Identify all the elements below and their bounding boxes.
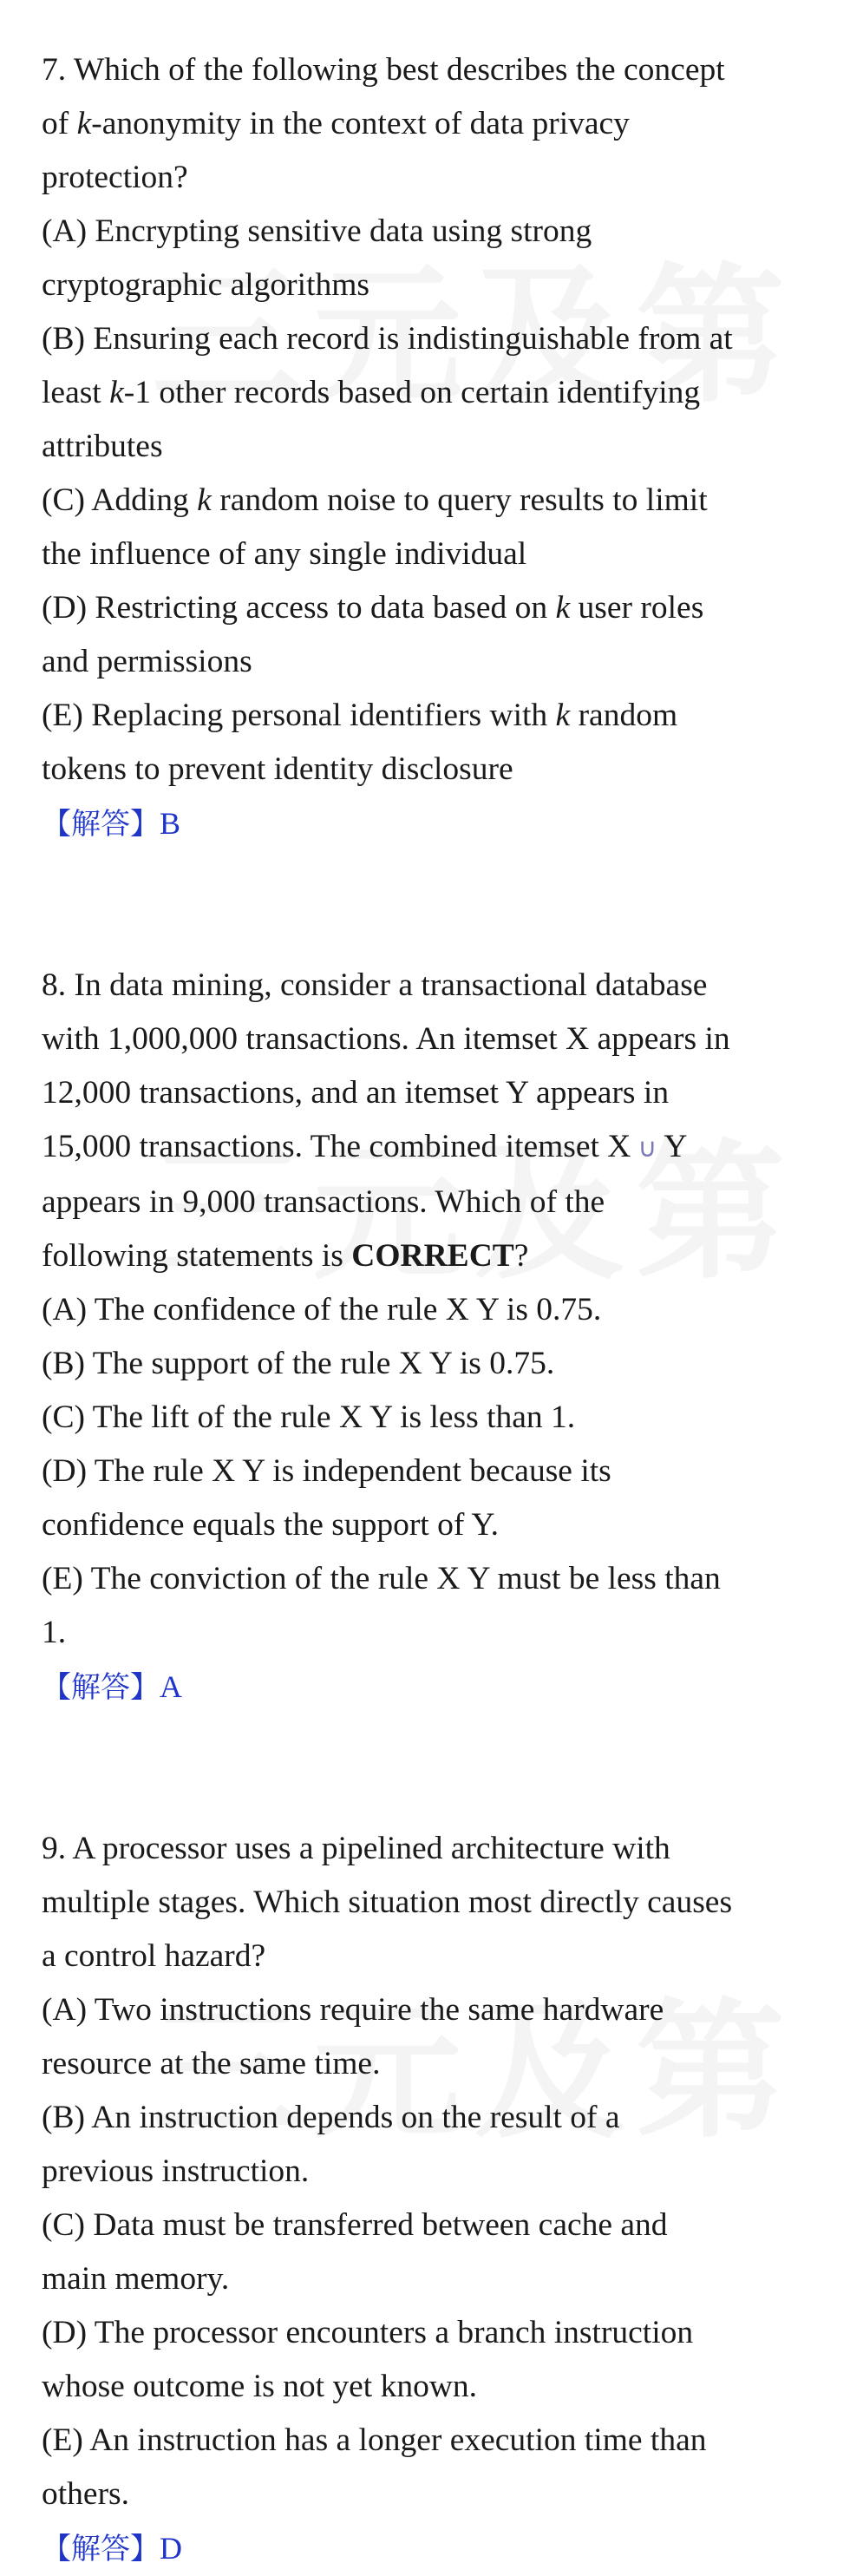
q8-option-e-line-1: (E) The conviction of the rule X Y must be less than xyxy=(42,1561,721,1596)
q9-option-d-line-1: (D) The processor encounters a branch instruction xyxy=(42,2315,694,2350)
q8-option-e-line-2: 1. xyxy=(42,1615,67,1650)
q8-stem-line-3: 12,000 transactions, and an itemset Y appears in xyxy=(42,1075,670,1111)
q8-answer-value: A xyxy=(160,1669,182,1704)
q8-stem-line-4: 15,000 transactions. The combined itemset X ∪ Y xyxy=(42,1129,688,1164)
q7-option-a-line-1: (A) Encrypting sensitive data using strong xyxy=(42,213,592,249)
q8-option-b: (B) The support of the rule X Y is 0.75. xyxy=(42,1346,555,1381)
q7-k-italic: k xyxy=(76,106,92,141)
q8-stem-line-1: 8. In data mining, consider a transactional database xyxy=(42,967,708,1003)
q7-stem-line-3: protection? xyxy=(42,160,188,195)
q9-option-a-line-1: (A) Two instructions require the same hardware xyxy=(42,1992,664,2028)
q9-stem-line-1: 9. A processor uses a pipelined architecture with xyxy=(42,1831,670,1866)
q8-stem-line-6: following statements is CORRECT? xyxy=(42,1238,529,1274)
q7-option-b-line-1: (B) Ensuring each record is indistinguishable from at xyxy=(42,321,733,357)
q7-answer xyxy=(42,796,815,851)
q9-option-b-line-1: (B) An instruction depends on the result of a xyxy=(42,2100,620,2135)
q8-stem-line-2: with 1,000,000 transactions. An itemset X appears in xyxy=(42,1021,730,1057)
q7-option-e-line-1: (E) Replacing personal identifiers with k random xyxy=(42,698,678,733)
q7-option-e-line-2: tokens to prevent identity disclosure xyxy=(42,751,513,787)
q8-answer-label: 【解答】 xyxy=(42,1670,160,1705)
question-8 xyxy=(42,959,815,1714)
q7-option-d-line-1: (D) Restricting access to data based on k user roles xyxy=(42,590,704,626)
q9-stem-line-2: multiple stages. Which situation most directly causes xyxy=(42,1884,733,1920)
q9-option-e-line-1: (E) An instruction has a longer execution time than xyxy=(42,2422,707,2458)
q7-answer-label: 【解答】 xyxy=(42,807,160,842)
q9-stem-line-3: a control hazard? xyxy=(42,1938,266,1974)
q7-option-b-line-2: least k-1 other records based on certain identifying xyxy=(42,375,701,410)
spacer xyxy=(42,1714,815,1822)
q8-option-a: (A) The confidence of the rule X Y is 0.75. xyxy=(42,1292,602,1327)
q7-stem-line-2: of k-anonymity in the context of data privacy xyxy=(42,106,630,141)
q7-option-c-line-1: (C) Adding k random noise to query results to limit xyxy=(42,482,708,518)
q8-answer xyxy=(42,1660,815,1714)
spacer xyxy=(42,851,815,959)
question-7 xyxy=(42,43,815,851)
q8-correct-emphasis: CORRECT xyxy=(351,1238,514,1274)
q8-stem-line-5: appears in 9,000 transactions. Which of the xyxy=(42,1184,605,1220)
q9-option-b-line-2: previous instruction. xyxy=(42,2153,310,2189)
q9-option-c-line-2: main memory. xyxy=(42,2261,230,2297)
q7-option-d-line-2: and permissions xyxy=(42,644,252,679)
question-9 xyxy=(42,1822,815,2576)
q9-option-a-line-2: resource at the same time. xyxy=(42,2046,381,2081)
q9-answer-value: D xyxy=(160,2531,182,2566)
q9-answer xyxy=(42,2521,815,2576)
q9-option-c-line-1: (C) Data must be transferred between cache and xyxy=(42,2207,668,2243)
q7-option-c-line-2: the influence of any single individual xyxy=(42,536,527,572)
q8-option-c: (C) The lift of the rule X Y is less than 1. xyxy=(42,1399,576,1435)
q7-stem-line-1: 7. Which of the following best describes the concept xyxy=(42,52,725,88)
q8-option-d-line-2: confidence equals the support of Y. xyxy=(42,1507,499,1543)
q9-option-e-line-2: others. xyxy=(42,2476,130,2512)
q7-option-b-line-3: attributes xyxy=(42,429,163,464)
q7-answer-value: B xyxy=(160,806,181,841)
q9-answer-label: 【解答】 xyxy=(42,2532,160,2566)
q7-option-a-line-2: cryptographic algorithms xyxy=(42,267,370,303)
q8-option-d-line-1: (D) The rule X Y is independent because its xyxy=(42,1453,611,1489)
q9-option-d-line-2: whose outcome is not yet known. xyxy=(42,2369,478,2404)
union-symbol: ∪ xyxy=(638,1133,657,1163)
